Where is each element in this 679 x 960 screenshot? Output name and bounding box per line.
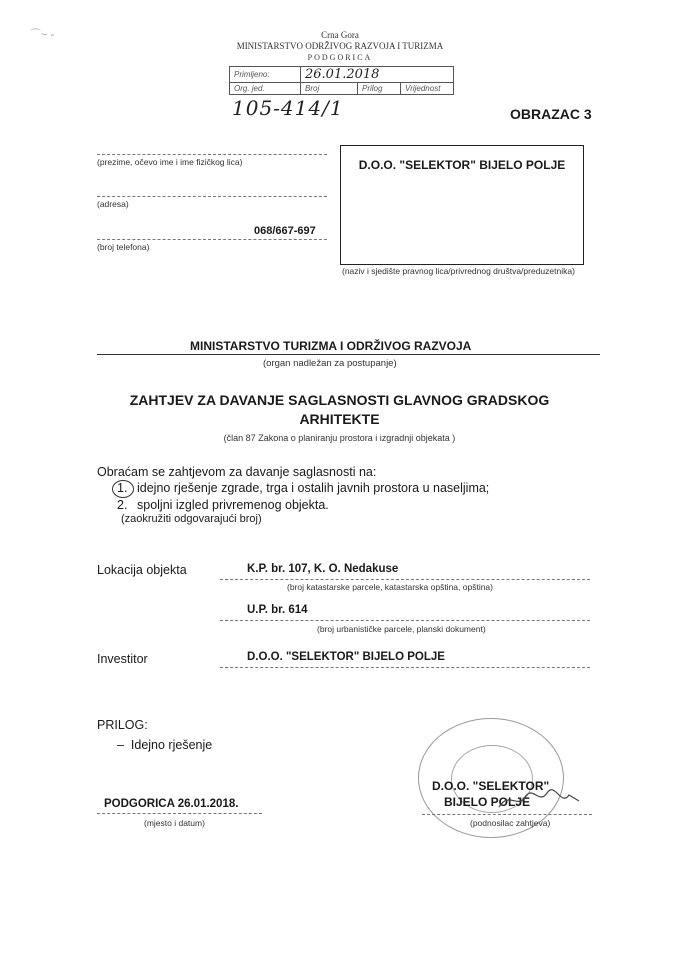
applicant-phone-caption: (broj telefona) [97,242,150,252]
option2-text: spoljni izgled privremenog objekta. [137,498,329,512]
handwritten-signature [495,785,585,815]
attachment-item: – Idejno rješenje [117,738,213,752]
applicant-name-line [97,154,327,155]
attachment-item-text: Idejno rješenje [130,738,213,752]
authority-name: MINISTARSTVO TURIZMA I ODRŽIVOG RAZVOJA [190,339,472,353]
applicant-name-caption: (prezime, očevo ime i ime fizičkog lica) [97,157,243,167]
stamp-ministry: MINISTARSTVO ODRŽIVOG RAZVOJA I TURIZMA [236,41,444,51]
location-urban-parcel: U.P. br. 614 [247,604,308,616]
place-date-line [97,813,262,814]
signature-caption: (podnosilac zahtjeva) [470,818,551,828]
authority-caption: (organ nadležan za postupanje) [263,358,397,369]
scan-artifact: ⌒~ - [30,29,55,41]
location-label: Lokacija objekta [97,563,187,577]
place-date-caption: (mjesto i datum) [144,818,205,828]
attachments-label: PRILOG: [97,718,148,732]
stamp-country: Crna Gora [321,30,359,40]
receipt-stamp [190,30,490,63]
signature-company-line2: BIJELO POLJE [444,795,531,809]
investor-line [220,667,590,668]
option2-number: 2. [117,498,128,512]
document-title-line2: ARHITEKTE [299,411,380,427]
signature-company-line1: D.O.O. "SELEKTOR" [432,779,550,793]
applicant-phone: 068/667-697 [254,225,316,237]
stamp-attachment-label: Prilog [358,83,401,95]
location-parcel-caption: (broj katastarske parcele, katastarska opština, opština) [287,582,493,592]
stamp-city: PODGORICA [307,53,373,62]
investor-label: Investitor [97,652,148,666]
legal-entity-caption: (naziv i sjedište pravnog lica/privrednog društva/preduzetnika) [342,266,575,276]
location-urban-line [220,620,590,621]
applicant-address-line [97,196,327,197]
option1-number: 1. [117,481,128,495]
option1-text: idejno rješenje zgrade, trga i ostalih javnih prostora u naseljima; [137,481,490,495]
stamp-reference-number: 105-414/1 [232,96,344,120]
applicant-address-caption: (adresa) [97,199,129,209]
legal-basis: (član 87 Zakona o planiranju prostora i izgradnji objekata ) [223,433,456,443]
place-date: PODGORICA 26.01.2018. [104,798,239,810]
stamp-received-date: 26.01.2018 [301,67,454,83]
stamp-number-label: Broj [301,83,358,95]
stamp-received-label: Primljeno: [230,67,301,83]
legal-entity-name: D.O.O. "SELEKTOR" BIJELO POLJE [358,158,566,172]
location-parcel: K.P. br. 107, K. O. Nedakuse [247,563,399,575]
stamp-value-label: Vrijednost [401,83,454,95]
form-id: OBRAZAC 3 [510,106,592,122]
legal-entity-box [340,145,584,265]
applicant-phone-line [97,239,327,240]
location-urban-caption: (broj urbanističke parcele, planski dokument) [317,624,486,634]
document-title-line1: ZAHTJEV ZA DAVANJE SAGLASNOSTI GLAVNOG GRADSKOG [129,392,550,408]
option-instruction: (zaokružiti odgovarajući broj) [121,513,262,525]
request-intro: Obraćam se zahtjevom za davanje saglasnosti na: [97,465,377,479]
location-parcel-line [220,579,590,580]
stamp-org-label: Org. jed. [230,83,301,95]
signature-line [422,814,592,815]
authority-line [97,354,600,355]
investor-name: D.O.O. "SELEKTOR" BIJELO POLJE [247,651,445,663]
